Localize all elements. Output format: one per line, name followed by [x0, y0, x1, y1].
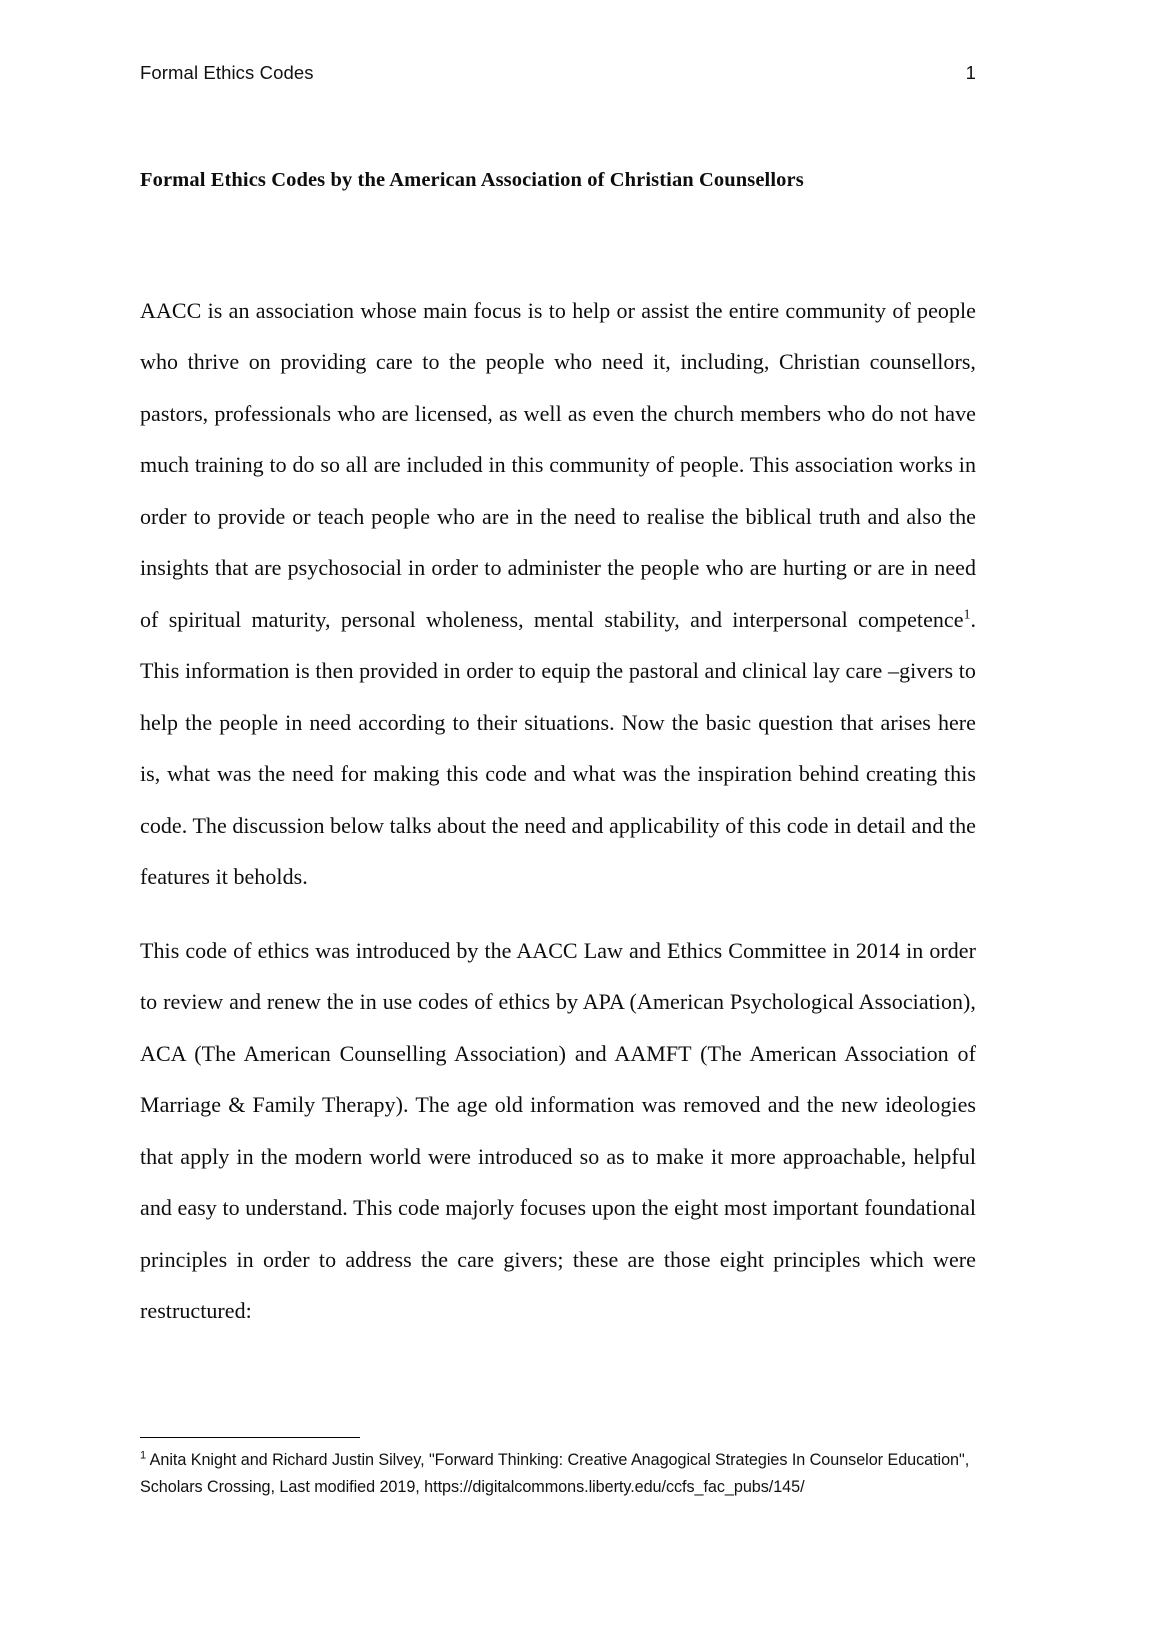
- footnote-entry-1: [140, 1447, 976, 1501]
- title-spacer: [140, 193, 976, 285]
- running-title: Formal Ethics Codes: [140, 62, 314, 83]
- document-body: [140, 168, 976, 1337]
- paragraph-1-text-after-footnote: . This information is then provided in order to equip the pastoral and clinical lay care –givers to help the people in need according to their situations. Now the basic question that arises here is, what was the need for making this code and what was the inspiration behind creating this code. The discussion below talks about the need and applicability of this code in detail and the features it beholds.: [140, 606, 976, 890]
- running-header: [140, 62, 976, 84]
- page-title: Formal Ethics Codes by the American Association of Christian Counsellors: [140, 169, 804, 191]
- footnote-number: 1: [140, 1449, 147, 1462]
- paragraph-1-text-before-footnote: AACC is an association whose main focus is to help or assist the entire community of people who thrive on providing care to the people who need it, including, Christian counsellors, pastors, professionals who are licensed, as well as even the church members who do not have much training to do so all are included in this community of people. This association works in order to provide or teach people who are in the need to realise the biblical truth and also the insights that are psychosocial in order to administer the people who are hurting or are in need of spiritual maturity, personal wholeness, mental stability, and interpersonal competence: [140, 297, 976, 632]
- footnote-reference-1[interactable]: 1: [963, 606, 971, 622]
- paragraph-1: [140, 285, 976, 903]
- page-number: 1: [965, 62, 976, 83]
- footnote-separator-rule: [140, 1437, 360, 1438]
- footnote-area: [140, 1437, 976, 1501]
- paragraph-2: This code of ethics was introduced by the AACC Law and Ethics Committee in 2014 in order to review and renew the in use codes of ethics by APA (American Psychological Association), ACA (The American Counselling Association) and AAMFT (The American Association of Marriage & Family Therapy). The age old information was removed and the new ideologies that apply in the modern world were introduced so as to make it more approachable, helpful and easy to understand. This code majorly focuses upon the eight most important foundational principles in order to address the care givers; these are those eight principles which were restructured:: [140, 937, 976, 1324]
- footnote-citation-text: Anita Knight and Richard Justin Silvey, "Forward Thinking: Creative Anagogical Strategies In Counselor Education", Scholars Crossing, Last modified 2019, https://digitalcommons.liberty.edu/ccfs_fac_pubs/145/: [140, 1451, 970, 1496]
